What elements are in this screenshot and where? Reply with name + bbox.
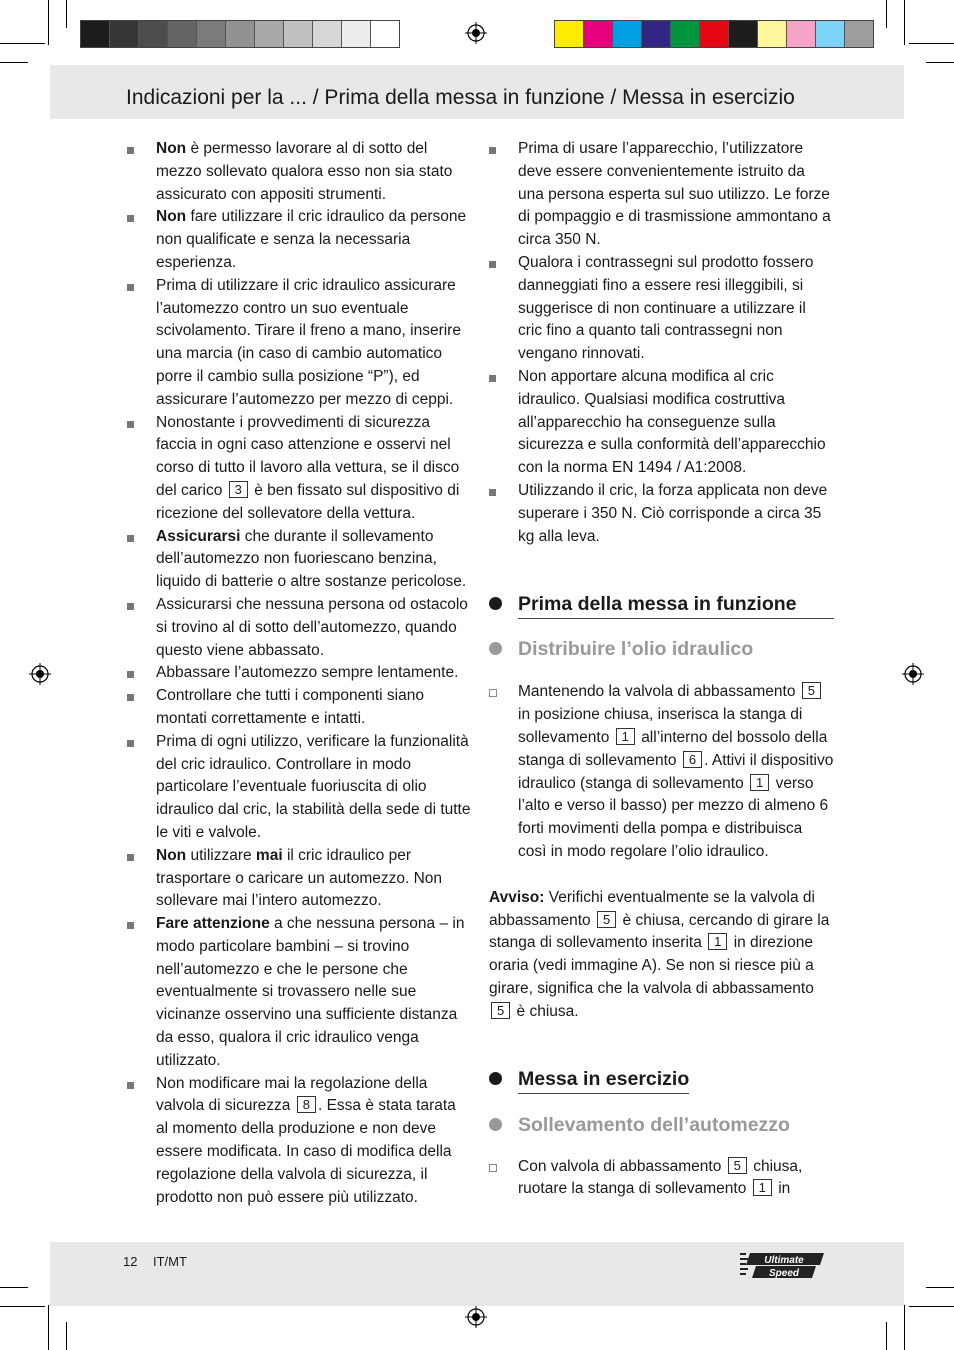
color-swatch: [110, 21, 139, 47]
list-item: Abbassare l’automezzo sempre lentamente.: [127, 662, 472, 685]
crop-mark: [926, 1287, 954, 1288]
color-swatch-bar: [554, 20, 874, 48]
list-item: Utilizzando il cric, la forza applicata non deve superare i 350 N. Ciò corrisponde a circa 35 kg alla leva.: [489, 480, 834, 548]
color-swatch: [197, 21, 226, 47]
step-item: Con valvola di abbassamento 5 chiusa, ruotare la stanga di sollevamento 1 in: [489, 1156, 834, 1202]
safety-list: [127, 138, 472, 1209]
list-item: Prima di usare l’apparecchio, l’utilizzatore deve essere convenientemente istruito da una persona esperta sul suo utilizzo. Le forze di pompaggio e di trasmissione ammontano a circa 350 N.: [489, 138, 834, 252]
bullet-dot-icon: [489, 642, 502, 655]
list-item: Controllare che tutti i componenti siano montati correttamente e intatti.: [127, 685, 472, 731]
step-list: [489, 1156, 834, 1202]
step-list: [489, 681, 834, 863]
bullet-dot-icon: [489, 597, 502, 610]
registration-mark-icon: [29, 663, 51, 685]
color-swatch: [700, 21, 729, 47]
color-swatch: [671, 21, 700, 47]
part-ref: 1: [750, 774, 769, 791]
color-swatch: [284, 21, 313, 47]
crop-mark: [48, 0, 49, 45]
color-swatch: [168, 21, 197, 47]
registration-mark-icon: [902, 663, 924, 685]
crop-mark: [0, 62, 28, 63]
crop-mark: [48, 1305, 49, 1350]
color-swatch: [816, 21, 845, 47]
crop-mark: [904, 0, 905, 45]
list-item: Non modificare mai la regolazione della valvola di sicurezza 8 . Essa è stata tarata al momento della produzione e non deve essere modificata. In caso di modifica della regolazione della valvola di sicurezza, il prodotto non può essere più utilizzato.: [127, 1073, 472, 1210]
crop-mark: [926, 62, 954, 63]
part-ref: 3: [229, 481, 248, 498]
part-ref: 5: [491, 1002, 510, 1019]
color-swatch: [729, 21, 758, 47]
list-item: Non apportare alcuna modifica al cric idraulico. Qualsiasi modifica costruttiva all’apparecchio ha conseguenze sulla sicurezza e sulla conformità dell’apparecchio con la norma EN 1494 / A1:2008.: [489, 366, 834, 480]
step-item: Mantenendo la valvola di abbassamento 5 in posizione chiusa, inserisca la stanga di sollevamento 1 all’interno del bossolo della stanga di sollevamento 6 . Attivi il dispositivo idraulico (stanga di sollevamento 1 verso l’alto e verso il basso) per mezzo di almeno 6 forti movimenti della pompa e distribuisca così in modo regolare l’olio idraulico.: [489, 681, 834, 863]
registration-mark-icon: [465, 1306, 487, 1328]
note-paragraph: Avviso: Verifichi eventualmente se la valvola di abbassamento 5 è chiusa, cercando di girare la stanga di sollevamento inserita 1 in direzione oraria (vedi immagine A). Se non si riesce più a girare, significa che la valvola di abbassamento 5 è chiusa.: [489, 888, 830, 1020]
crop-mark: [0, 1287, 28, 1288]
color-swatch: [371, 21, 399, 47]
part-ref: 5: [728, 1157, 747, 1174]
bullet-dot-icon: [489, 1072, 502, 1085]
svg-text:Speed: Speed: [768, 1268, 800, 1279]
list-item: Assicurarsi che durante il sollevamento dell’automezzo non fuoriescano benzina, liquido di batterie o altre sostanze pericolose.: [127, 526, 472, 594]
part-ref: 6: [683, 751, 702, 768]
color-swatch: [758, 21, 787, 47]
color-swatch: [787, 21, 816, 47]
gray-swatch-bar: [80, 20, 400, 48]
crop-mark: [886, 0, 887, 28]
part-ref: 1: [708, 933, 727, 950]
subsection-heading: Distribuire l’olio idraulico: [489, 636, 834, 662]
list-item: Assicurarsi che nessuna persona od ostacolo si trovino al di sotto dell’automezzo, quando questo viene abbassato.: [127, 594, 472, 662]
color-swatch: [642, 21, 671, 47]
crop-mark: [0, 1306, 45, 1307]
color-swatch: [845, 21, 873, 47]
color-swatch: [342, 21, 371, 47]
brand-logo: [740, 1251, 828, 1281]
color-swatch: [613, 21, 642, 47]
part-ref: 1: [753, 1179, 772, 1196]
safety-list: [489, 138, 834, 548]
color-swatch: [584, 21, 613, 47]
list-item: Non fare utilizzare il cric idraulico da persone non qualificate e senza la necessaria esperienza.: [127, 206, 472, 274]
part-ref: 5: [597, 911, 616, 928]
crop-mark: [0, 43, 45, 44]
list-item: Prima di ogni utilizzo, verificare la funzionalità del cric idraulico. Controllare in modo particolare l’eventuale fuoriuscita di olio idraulico dal cric, la stabilità della sede di tutte le viti e valvole.: [127, 731, 472, 845]
color-swatch: [555, 21, 584, 47]
list-item: Nonostante i provvedimenti di sicurezza faccia in ogni caso attenzione e osservi nel corso di tutto il lavoro alla vettura, se il disco del carico 3 è ben fissato sul dispositivo di ricezione del sollevatore della vettura.: [127, 412, 472, 526]
list-item: Fare attenzione a che nessuna persona – in modo particolare bambini – si trovino nell’automezzo e che le persone che eventualmente si trovassero nelle sue vicinanze osservino una sufficiente distanza da esso, qualora il cric idraulico venga utilizzato.: [127, 913, 472, 1073]
crop-mark: [66, 1322, 67, 1350]
color-swatch: [139, 21, 168, 47]
crop-mark: [66, 0, 67, 28]
list-item: Qualora i contrassegni sul prodotto fossero danneggiati fino a essere resi illeggibili, si suggerisce di non continuare a utilizzare il cric fino a quanto tali contrassegni non vengano rinnovati.: [489, 252, 834, 366]
language-code: IT/MT: [153, 1254, 187, 1269]
list-item: Non utilizzare mai il cric idraulico per trasportare o caricare un automezzo. Non sollevare mai l’intero automezzo.: [127, 845, 472, 913]
part-ref: 1: [616, 728, 635, 745]
part-ref: 8: [297, 1096, 316, 1113]
list-item: Non è permesso lavorare al di sotto del mezzo sollevato qualora esso non sia stato assicurato con appositi strumenti.: [127, 138, 472, 206]
crop-mark: [909, 1306, 954, 1307]
color-swatch: [226, 21, 255, 47]
color-swatch: [255, 21, 284, 47]
crop-mark: [904, 1305, 905, 1350]
color-swatch: [81, 21, 110, 47]
color-swatch: [313, 21, 342, 47]
section-heading: Prima della messa in funzione: [489, 591, 834, 619]
bullet-dot-icon: [489, 1118, 502, 1131]
crop-mark: [886, 1322, 887, 1350]
registration-mark-icon: [465, 22, 487, 44]
left-column: [127, 138, 472, 1209]
crop-mark: [909, 43, 954, 44]
section-heading: Messa in esercizio: [489, 1066, 834, 1094]
right-column: [489, 138, 834, 1201]
svg-text:Ultimate: Ultimate: [764, 1255, 804, 1266]
page-title: Indicazioni per la ... / Prima della messa in funzione / Messa in esercizio: [126, 86, 795, 109]
list-item: Prima di utilizzare il cric idraulico assicurare l’automezzo contro un suo eventuale scivolamento. Tirare il freno a mano, inserire una marcia (in caso di cambio automatico porre il cambio sulla posizione “P”), ed assicurare l’automezzo per mezzo di ceppi.: [127, 275, 472, 412]
part-ref: 5: [802, 682, 821, 699]
subsection-heading: Sollevamento dell’automezzo: [489, 1112, 834, 1138]
page-number: 12: [123, 1254, 138, 1269]
